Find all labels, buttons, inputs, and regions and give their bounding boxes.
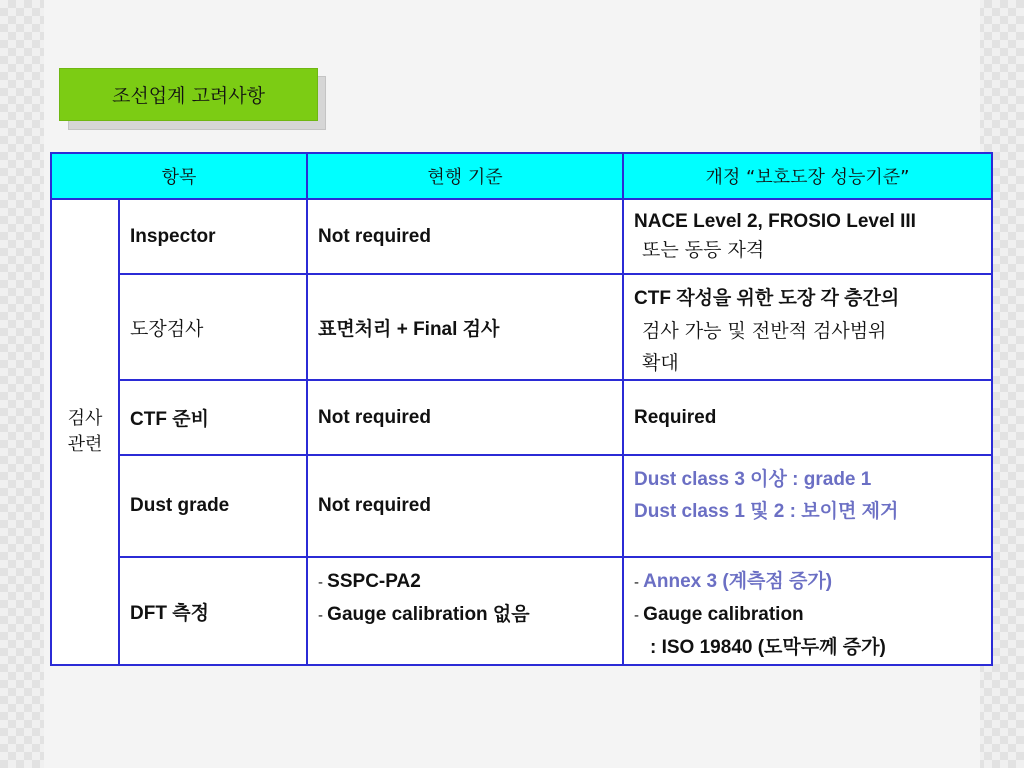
revised-line: Dust class 1 및 2 : 보이면 제거: [634, 501, 899, 522]
table-header-row: [51, 153, 992, 199]
cell-item: 도장검사: [119, 274, 307, 380]
revised-line-text: Gauge calibration: [643, 604, 804, 625]
cell-current: [307, 274, 623, 380]
dash-bullet: -: [318, 607, 328, 624]
cell-current: Not required: [307, 455, 623, 557]
revised-line: Dust class 3 이상 : grade 1: [634, 469, 872, 490]
cell-item: Dust grade: [119, 455, 307, 557]
cell-item: DFT 측정: [119, 557, 307, 665]
slide-title: [59, 68, 318, 121]
cell-item: CTF 준비: [119, 380, 307, 455]
revised-line: : ISO 19840 (도막두께 증가): [650, 637, 886, 658]
slide-title-text: 조선업계 고려사항: [112, 85, 265, 107]
group-label-text: 검사 관련: [67, 408, 103, 455]
cell-current-text: 표면처리 + Final 검사: [318, 318, 500, 340]
table-row: [51, 199, 992, 274]
revised-line: NACE Level 2, FROSIO Level III: [634, 211, 916, 232]
revised-line: CTF 작성을 위한 도장 각 층간의: [634, 288, 900, 309]
cell-revised: [623, 199, 992, 274]
table-row: [51, 380, 992, 455]
cell-current: Not required: [307, 380, 623, 455]
revised-line: 또는 동등 자격: [642, 239, 765, 261]
dash-bullet: -: [634, 607, 644, 624]
cell-revised: [623, 455, 992, 557]
cell-item: Inspector: [119, 199, 307, 274]
revised-line: 검사 가능 및 전반적 검사범위: [642, 320, 887, 342]
dash-bullet: -: [318, 574, 328, 591]
cell-current: Not required: [307, 199, 623, 274]
header-current-standard: 현행 기준: [307, 153, 623, 199]
group-label-inspection: [51, 199, 119, 665]
current-line: [318, 599, 612, 632]
cell-current: [307, 557, 623, 665]
table-row: [51, 274, 992, 380]
comparison-table: [50, 152, 993, 666]
header-item: 항목: [51, 153, 307, 199]
current-line-text: Gauge calibration 없음: [327, 604, 530, 625]
revised-line: [634, 566, 981, 599]
table-row: [51, 455, 992, 557]
dash-bullet: -: [634, 574, 644, 591]
revised-line-text: Annex 3 (계측점 증가): [643, 571, 833, 592]
current-line: [318, 566, 612, 599]
cell-revised: [623, 274, 992, 380]
cell-revised: [623, 557, 992, 665]
revised-line: 확대: [642, 352, 679, 374]
header-revised-standard: 개정 “보호도장 성능기준”: [623, 153, 992, 199]
revised-line: [634, 599, 981, 632]
current-line-text: SSPC-PA2: [327, 571, 421, 592]
cell-revised: Required: [623, 380, 992, 455]
table-row: [51, 557, 992, 665]
